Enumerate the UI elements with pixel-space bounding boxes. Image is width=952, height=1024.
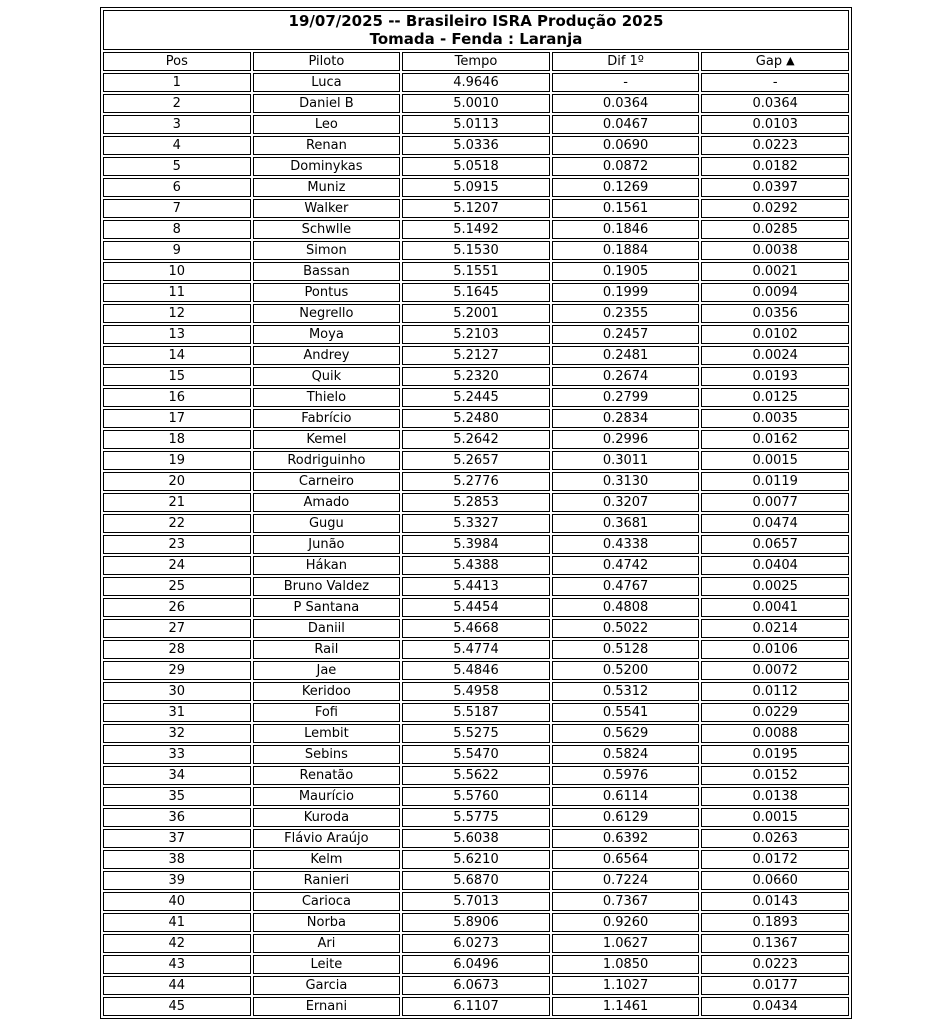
table-row — [103, 409, 849, 428]
row-tempo-cell: 5.2480 — [402, 409, 550, 428]
row-dif-cell: 0.4338 — [552, 535, 700, 554]
row-dif-cell: 1.0850 — [552, 955, 700, 974]
table-row — [103, 787, 849, 806]
table-row — [103, 262, 849, 281]
table-row — [103, 766, 849, 785]
row-piloto-cell: Andrey — [253, 346, 401, 365]
row-gap-cell: 0.0404 — [701, 556, 849, 575]
row-gap-cell: 0.1367 — [701, 934, 849, 953]
row-pos-cell: 1 — [103, 73, 251, 92]
row-piloto-cell: Bassan — [253, 262, 401, 281]
row-piloto-cell: Daniil — [253, 619, 401, 638]
row-dif-cell: 0.9260 — [552, 913, 700, 932]
row-gap-cell: 0.0182 — [701, 157, 849, 176]
row-dif-cell: 0.0467 — [552, 115, 700, 134]
table-row — [103, 577, 849, 596]
row-piloto-cell: Renatão — [253, 766, 401, 785]
table-row — [103, 451, 849, 470]
table-row — [103, 892, 849, 911]
row-dif-cell: 0.2834 — [552, 409, 700, 428]
row-pos-cell: 32 — [103, 724, 251, 743]
row-dif-cell: 0.2355 — [552, 304, 700, 323]
col-header-gap-label: Gap — [755, 54, 783, 69]
row-dif-cell: 0.5200 — [552, 661, 700, 680]
row-piloto-cell: Schwlle — [253, 220, 401, 239]
table-row — [103, 598, 849, 617]
row-gap-cell: 0.0177 — [701, 976, 849, 995]
table-row — [103, 157, 849, 176]
row-tempo-cell: 5.2853 — [402, 493, 550, 512]
row-dif-cell: 0.5541 — [552, 703, 700, 722]
row-pos-cell: 35 — [103, 787, 251, 806]
row-gap-cell: 0.0162 — [701, 430, 849, 449]
table-row — [103, 535, 849, 554]
table-row — [103, 346, 849, 365]
table-row — [103, 178, 849, 197]
table-row — [103, 367, 849, 386]
row-pos-cell: 7 — [103, 199, 251, 218]
table-row — [103, 997, 849, 1016]
row-pos-cell: 11 — [103, 283, 251, 302]
row-tempo-cell: 5.2127 — [402, 346, 550, 365]
row-tempo-cell: 5.0010 — [402, 94, 550, 113]
row-pos-cell: 31 — [103, 703, 251, 722]
row-tempo-cell: 6.0673 — [402, 976, 550, 995]
table-row — [103, 703, 849, 722]
row-piloto-cell: Jae — [253, 661, 401, 680]
row-dif-cell: 0.7224 — [552, 871, 700, 890]
row-piloto-cell: Rodriguinho — [253, 451, 401, 470]
row-pos-cell: 42 — [103, 934, 251, 953]
row-dif-cell: 0.2996 — [552, 430, 700, 449]
row-pos-cell: 22 — [103, 514, 251, 533]
row-gap-cell: 0.0106 — [701, 640, 849, 659]
row-piloto-cell: Dominykas — [253, 157, 401, 176]
row-tempo-cell: 5.1645 — [402, 283, 550, 302]
row-dif-cell: 0.0872 — [552, 157, 700, 176]
row-dif-cell: 0.2457 — [552, 325, 700, 344]
row-gap-cell: - — [701, 73, 849, 92]
row-pos-cell: 15 — [103, 367, 251, 386]
row-tempo-cell: 5.2657 — [402, 451, 550, 470]
row-piloto-cell: Pontus — [253, 283, 401, 302]
row-tempo-cell: 4.9646 — [402, 73, 550, 92]
row-gap-cell: 0.0041 — [701, 598, 849, 617]
row-gap-cell: 0.0024 — [701, 346, 849, 365]
row-gap-cell: 0.0364 — [701, 94, 849, 113]
row-dif-cell: 0.6564 — [552, 850, 700, 869]
row-piloto-cell: Lembit — [253, 724, 401, 743]
row-pos-cell: 14 — [103, 346, 251, 365]
title-line-1: 19/07/2025 -- Brasileiro ISRA Produção 2025 — [288, 12, 664, 30]
row-gap-cell: 0.0263 — [701, 829, 849, 848]
row-pos-cell: 10 — [103, 262, 251, 281]
row-dif-cell: 0.5312 — [552, 682, 700, 701]
row-tempo-cell: 5.4846 — [402, 661, 550, 680]
row-dif-cell: 0.3681 — [552, 514, 700, 533]
row-pos-cell: 40 — [103, 892, 251, 911]
row-tempo-cell: 6.0496 — [402, 955, 550, 974]
row-pos-cell: 26 — [103, 598, 251, 617]
row-piloto-cell: Kemel — [253, 430, 401, 449]
row-pos-cell: 27 — [103, 619, 251, 638]
row-dif-cell: 0.4742 — [552, 556, 700, 575]
row-pos-cell: 3 — [103, 115, 251, 134]
row-gap-cell: 0.0119 — [701, 472, 849, 491]
row-tempo-cell: 5.1551 — [402, 262, 550, 281]
row-tempo-cell: 5.3984 — [402, 535, 550, 554]
row-dif-cell: 0.5976 — [552, 766, 700, 785]
row-piloto-cell: Fabrício — [253, 409, 401, 428]
row-dif-cell: - — [552, 73, 700, 92]
row-piloto-cell: Moya — [253, 325, 401, 344]
table-row — [103, 136, 849, 155]
row-tempo-cell: 5.4388 — [402, 556, 550, 575]
row-dif-cell: 0.5128 — [552, 640, 700, 659]
row-piloto-cell: Rail — [253, 640, 401, 659]
row-tempo-cell: 5.4958 — [402, 682, 550, 701]
row-gap-cell: 0.0660 — [701, 871, 849, 890]
row-gap-cell: 0.0102 — [701, 325, 849, 344]
row-piloto-cell: Muniz — [253, 178, 401, 197]
row-piloto-cell: Norba — [253, 913, 401, 932]
row-tempo-cell: 5.2776 — [402, 472, 550, 491]
table-row — [103, 724, 849, 743]
row-tempo-cell: 5.4454 — [402, 598, 550, 617]
row-piloto-cell: Quik — [253, 367, 401, 386]
row-dif-cell: 0.4808 — [552, 598, 700, 617]
table-row — [103, 493, 849, 512]
row-tempo-cell: 5.0113 — [402, 115, 550, 134]
row-dif-cell: 0.5824 — [552, 745, 700, 764]
row-tempo-cell: 5.5187 — [402, 703, 550, 722]
title-line-2: Tomada - Fenda : Laranja — [369, 30, 583, 48]
row-tempo-cell: 5.0518 — [402, 157, 550, 176]
row-piloto-cell: Flávio Araújo — [253, 829, 401, 848]
row-dif-cell: 1.1461 — [552, 997, 700, 1016]
row-piloto-cell: Kelm — [253, 850, 401, 869]
row-gap-cell: 0.0229 — [701, 703, 849, 722]
col-header-tempo: Tempo — [402, 52, 550, 71]
row-tempo-cell: 5.5470 — [402, 745, 550, 764]
row-pos-cell: 23 — [103, 535, 251, 554]
row-pos-cell: 41 — [103, 913, 251, 932]
row-piloto-cell: Maurício — [253, 787, 401, 806]
row-tempo-cell: 5.2445 — [402, 388, 550, 407]
row-dif-cell: 0.3130 — [552, 472, 700, 491]
row-dif-cell: 0.1269 — [552, 178, 700, 197]
row-gap-cell: 0.0015 — [701, 808, 849, 827]
row-gap-cell: 0.0025 — [701, 577, 849, 596]
table-row — [103, 745, 849, 764]
row-pos-cell: 25 — [103, 577, 251, 596]
table-row — [103, 514, 849, 533]
row-piloto-cell: Junão — [253, 535, 401, 554]
row-piloto-cell: Ernani — [253, 997, 401, 1016]
row-pos-cell: 38 — [103, 850, 251, 869]
row-gap-cell: 0.0434 — [701, 997, 849, 1016]
table-row — [103, 73, 849, 92]
row-gap-cell: 0.0223 — [701, 136, 849, 155]
row-pos-cell: 20 — [103, 472, 251, 491]
col-header-gap — [701, 52, 849, 71]
row-pos-cell: 39 — [103, 871, 251, 890]
row-piloto-cell: Sebins — [253, 745, 401, 764]
row-gap-cell: 0.0195 — [701, 745, 849, 764]
row-pos-cell: 30 — [103, 682, 251, 701]
row-dif-cell: 0.3011 — [552, 451, 700, 470]
row-gap-cell: 0.0138 — [701, 787, 849, 806]
row-gap-cell: 0.0077 — [701, 493, 849, 512]
row-pos-cell: 45 — [103, 997, 251, 1016]
row-gap-cell: 0.0094 — [701, 283, 849, 302]
row-tempo-cell: 5.2642 — [402, 430, 550, 449]
row-tempo-cell: 6.0273 — [402, 934, 550, 953]
row-tempo-cell: 5.3327 — [402, 514, 550, 533]
row-pos-cell: 44 — [103, 976, 251, 995]
col-header-pos: Pos — [103, 52, 251, 71]
row-pos-cell: 8 — [103, 220, 251, 239]
row-gap-cell: 0.0021 — [701, 262, 849, 281]
row-pos-cell: 29 — [103, 661, 251, 680]
row-dif-cell: 0.1905 — [552, 262, 700, 281]
row-piloto-cell: Carneiro — [253, 472, 401, 491]
row-tempo-cell: 5.7013 — [402, 892, 550, 911]
row-dif-cell: 0.5629 — [552, 724, 700, 743]
row-gap-cell: 0.0214 — [701, 619, 849, 638]
row-piloto-cell: Garcia — [253, 976, 401, 995]
row-piloto-cell: Negrello — [253, 304, 401, 323]
row-tempo-cell: 5.6210 — [402, 850, 550, 869]
row-tempo-cell: 5.4413 — [402, 577, 550, 596]
row-pos-cell: 6 — [103, 178, 251, 197]
row-pos-cell: 9 — [103, 241, 251, 260]
table-row — [103, 325, 849, 344]
row-gap-cell: 0.0657 — [701, 535, 849, 554]
table-row — [103, 199, 849, 218]
row-piloto-cell: Walker — [253, 199, 401, 218]
row-piloto-cell: Ari — [253, 934, 401, 953]
table-row — [103, 472, 849, 491]
table-row — [103, 619, 849, 638]
results-table — [100, 7, 852, 1019]
row-gap-cell: 0.0088 — [701, 724, 849, 743]
row-tempo-cell: 5.4774 — [402, 640, 550, 659]
row-dif-cell: 0.7367 — [552, 892, 700, 911]
row-pos-cell: 16 — [103, 388, 251, 407]
row-gap-cell: 0.0015 — [701, 451, 849, 470]
table-row — [103, 913, 849, 932]
row-dif-cell: 0.1999 — [552, 283, 700, 302]
table-row — [103, 871, 849, 890]
row-tempo-cell: 5.5275 — [402, 724, 550, 743]
row-piloto-cell: P Santana — [253, 598, 401, 617]
row-pos-cell: 13 — [103, 325, 251, 344]
row-dif-cell: 0.4767 — [552, 577, 700, 596]
row-dif-cell: 0.0690 — [552, 136, 700, 155]
row-dif-cell: 0.1561 — [552, 199, 700, 218]
table-row — [103, 283, 849, 302]
row-pos-cell: 34 — [103, 766, 251, 785]
row-pos-cell: 18 — [103, 430, 251, 449]
row-tempo-cell: 5.5622 — [402, 766, 550, 785]
row-dif-cell: 0.1884 — [552, 241, 700, 260]
table-title — [103, 10, 849, 50]
row-dif-cell: 0.2799 — [552, 388, 700, 407]
row-pos-cell: 36 — [103, 808, 251, 827]
row-piloto-cell: Kuroda — [253, 808, 401, 827]
row-dif-cell: 1.0627 — [552, 934, 700, 953]
table-row — [103, 955, 849, 974]
row-tempo-cell: 5.1207 — [402, 199, 550, 218]
row-dif-cell: 1.1027 — [552, 976, 700, 995]
row-pos-cell: 28 — [103, 640, 251, 659]
title-row — [103, 10, 849, 50]
row-dif-cell: 0.1846 — [552, 220, 700, 239]
table-row — [103, 829, 849, 848]
row-piloto-cell: Thielo — [253, 388, 401, 407]
row-dif-cell: 0.6392 — [552, 829, 700, 848]
row-piloto-cell: Leite — [253, 955, 401, 974]
row-tempo-cell: 5.2001 — [402, 304, 550, 323]
row-tempo-cell: 5.1492 — [402, 220, 550, 239]
table-row — [103, 388, 849, 407]
row-gap-cell: 0.0285 — [701, 220, 849, 239]
row-tempo-cell: 5.0336 — [402, 136, 550, 155]
table-row — [103, 304, 849, 323]
row-pos-cell: 24 — [103, 556, 251, 575]
row-gap-cell: 0.1893 — [701, 913, 849, 932]
row-piloto-cell: Renan — [253, 136, 401, 155]
table-row — [103, 808, 849, 827]
table-row — [103, 241, 849, 260]
row-tempo-cell: 5.6870 — [402, 871, 550, 890]
row-gap-cell: 0.0038 — [701, 241, 849, 260]
row-gap-cell: 0.0193 — [701, 367, 849, 386]
row-piloto-cell: Carioca — [253, 892, 401, 911]
row-dif-cell: 0.5022 — [552, 619, 700, 638]
col-header-piloto: Piloto — [253, 52, 401, 71]
row-tempo-cell: 5.5775 — [402, 808, 550, 827]
row-pos-cell: 37 — [103, 829, 251, 848]
row-pos-cell: 33 — [103, 745, 251, 764]
row-pos-cell: 17 — [103, 409, 251, 428]
sort-ascending-icon: ▲ — [786, 54, 795, 67]
row-piloto-cell: Luca — [253, 73, 401, 92]
row-pos-cell: 5 — [103, 157, 251, 176]
row-tempo-cell: 5.2320 — [402, 367, 550, 386]
row-gap-cell: 0.0112 — [701, 682, 849, 701]
row-gap-cell: 0.0103 — [701, 115, 849, 134]
table-row — [103, 976, 849, 995]
row-tempo-cell: 5.0915 — [402, 178, 550, 197]
results-body — [103, 73, 849, 1016]
row-dif-cell: 0.3207 — [552, 493, 700, 512]
row-pos-cell: 12 — [103, 304, 251, 323]
table-row — [103, 94, 849, 113]
row-tempo-cell: 6.1107 — [402, 997, 550, 1016]
row-dif-cell: 0.6129 — [552, 808, 700, 827]
row-gap-cell: 0.0356 — [701, 304, 849, 323]
row-gap-cell: 0.0035 — [701, 409, 849, 428]
row-dif-cell: 0.6114 — [552, 787, 700, 806]
row-gap-cell: 0.0125 — [701, 388, 849, 407]
row-tempo-cell: 5.2103 — [402, 325, 550, 344]
row-gap-cell: 0.0152 — [701, 766, 849, 785]
row-dif-cell: 0.2481 — [552, 346, 700, 365]
row-piloto-cell: Simon — [253, 241, 401, 260]
table-row — [103, 682, 849, 701]
row-gap-cell: 0.0397 — [701, 178, 849, 197]
row-piloto-cell: Leo — [253, 115, 401, 134]
row-gap-cell: 0.0143 — [701, 892, 849, 911]
row-tempo-cell: 5.8906 — [402, 913, 550, 932]
table-row — [103, 850, 849, 869]
row-pos-cell: 4 — [103, 136, 251, 155]
row-pos-cell: 19 — [103, 451, 251, 470]
table-row — [103, 556, 849, 575]
table-row — [103, 640, 849, 659]
row-tempo-cell: 5.1530 — [402, 241, 550, 260]
row-gap-cell: 0.0292 — [701, 199, 849, 218]
row-piloto-cell: Daniel B — [253, 94, 401, 113]
table-row — [103, 661, 849, 680]
table-row — [103, 115, 849, 134]
row-tempo-cell: 5.4668 — [402, 619, 550, 638]
header-row — [103, 52, 849, 71]
col-header-dif: Dif 1º — [552, 52, 700, 71]
row-pos-cell: 2 — [103, 94, 251, 113]
row-piloto-cell: Keridoo — [253, 682, 401, 701]
row-gap-cell: 0.0172 — [701, 850, 849, 869]
row-piloto-cell: Hákan — [253, 556, 401, 575]
row-gap-cell: 0.0223 — [701, 955, 849, 974]
results-page — [100, 7, 852, 1019]
row-piloto-cell: Ranieri — [253, 871, 401, 890]
row-piloto-cell: Bruno Valdez — [253, 577, 401, 596]
row-tempo-cell: 5.6038 — [402, 829, 550, 848]
row-dif-cell: 0.0364 — [552, 94, 700, 113]
row-piloto-cell: Amado — [253, 493, 401, 512]
row-gap-cell: 0.0474 — [701, 514, 849, 533]
row-dif-cell: 0.2674 — [552, 367, 700, 386]
table-row — [103, 934, 849, 953]
table-row — [103, 430, 849, 449]
row-pos-cell: 21 — [103, 493, 251, 512]
row-piloto-cell: Fofi — [253, 703, 401, 722]
table-row — [103, 220, 849, 239]
row-pos-cell: 43 — [103, 955, 251, 974]
row-piloto-cell: Gugu — [253, 514, 401, 533]
row-gap-cell: 0.0072 — [701, 661, 849, 680]
row-tempo-cell: 5.5760 — [402, 787, 550, 806]
